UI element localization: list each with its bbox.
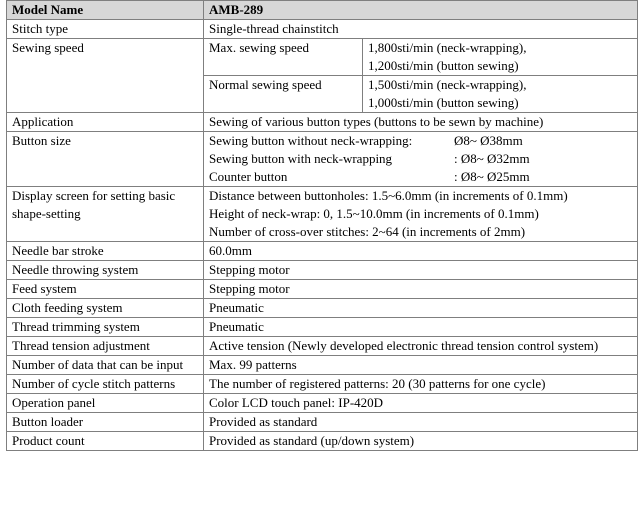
max-speed-value [363,39,638,76]
operation-panel-label: Operation panel [7,394,204,413]
spec-row-product-count [7,432,638,451]
button-size-line [209,150,530,168]
header-row [7,1,638,20]
needle-bar-stroke-label: Needle bar stroke [7,242,204,261]
spec-row-needle-throwing [7,261,638,280]
display-screen-line: Height of neck-wrap: 0, 1.5~10.0mm (in increments of 0.1mm) [209,206,539,221]
normal-speed-value [363,76,638,113]
button-size-range: : Ø8~ Ø32mm [454,151,530,166]
max-speed-label: Max. sewing speed [204,39,363,76]
application-label: Application [7,113,204,132]
button-size-name: Counter button [209,169,288,184]
spec-row-feed-system [7,280,638,299]
button-loader-value: Provided as standard [204,413,638,432]
model-name-label: Model Name [7,1,204,20]
display-screen-line: Number of cross-over stitches: 2~64 (in increments of 2mm) [209,224,526,239]
thread-tension-value: Active tension (Newly developed electronic thread tension control system) [204,337,638,356]
application-value: Sewing of various button types (buttons to be sewn by machine) [204,113,638,132]
button-size-line [209,168,530,186]
button-size-label: Button size [7,132,204,187]
spec-row-button-loader [7,413,638,432]
normal-speed-label: Normal sewing speed [204,76,363,113]
spec-row-needle-bar-stroke [7,242,638,261]
spec-row-thread-trimming [7,318,638,337]
data-input-value: Max. 99 patterns [204,356,638,375]
stitch-type-label: Stitch type [7,20,204,39]
cycle-patterns-value: The number of registered patterns: 20 (30 patterns for one cycle) [204,375,638,394]
button-size-name: Sewing button with neck-wrapping [209,151,393,166]
thread-trimming-value: Pneumatic [204,318,638,337]
operation-panel-value: Color LCD touch panel: IP-420D [204,394,638,413]
stitch-type-value: Single-thread chainstitch [204,20,638,39]
display-screen-value [204,187,638,242]
spec-row-operation-panel [7,394,638,413]
button-size-line [209,132,523,150]
spec-row-button-size [7,132,638,187]
normal-speed-value-line: 1,000sti/min (button sewing) [368,95,519,110]
feed-system-value: Stepping motor [204,280,638,299]
sewing-speed-label: Sewing speed [7,39,204,113]
cloth-feeding-value: Pneumatic [204,299,638,318]
spec-row-max-speed [7,39,638,76]
spec-row-data-input [7,356,638,375]
max-speed-value-line: 1,800sti/min (neck-wrapping), [368,40,527,55]
spec-row-cloth-feeding [7,299,638,318]
button-size-range: Ø8~ Ø38mm [454,133,523,148]
button-size-value [204,132,638,187]
thread-trimming-label: Thread trimming system [7,318,204,337]
spec-row-application [7,113,638,132]
button-size-range: : Ø8~ Ø25mm [454,169,530,184]
product-count-label: Product count [7,432,204,451]
model-name-value: AMB-289 [204,1,638,20]
spec-row-thread-tension [7,337,638,356]
display-screen-label: Display screen for setting basic shape-setting [7,187,204,242]
cloth-feeding-label: Cloth feeding system [7,299,204,318]
feed-system-label: Feed system [7,280,204,299]
spec-row-cycle-patterns [7,375,638,394]
thread-tension-label: Thread tension adjustment [7,337,204,356]
data-input-label: Number of data that can be input [7,356,204,375]
cycle-patterns-label: Number of cycle stitch patterns [7,375,204,394]
button-size-name: Sewing button without neck-wrapping: [209,133,413,148]
needle-throwing-value: Stepping motor [204,261,638,280]
needle-bar-stroke-value: 60.0mm [204,242,638,261]
display-screen-line: Distance between buttonholes: 1.5~6.0mm (in increments of 0.1mm) [209,188,568,203]
normal-speed-value-line: 1,500sti/min (neck-wrapping), [368,77,527,92]
spec-table [6,0,638,451]
product-count-value: Provided as standard (up/down system) [204,432,638,451]
spec-row-display-screen [7,187,638,242]
button-loader-label: Button loader [7,413,204,432]
max-speed-value-line: 1,200sti/min (button sewing) [368,58,519,73]
spec-row-stitch-type [7,20,638,39]
needle-throwing-label: Needle throwing system [7,261,204,280]
